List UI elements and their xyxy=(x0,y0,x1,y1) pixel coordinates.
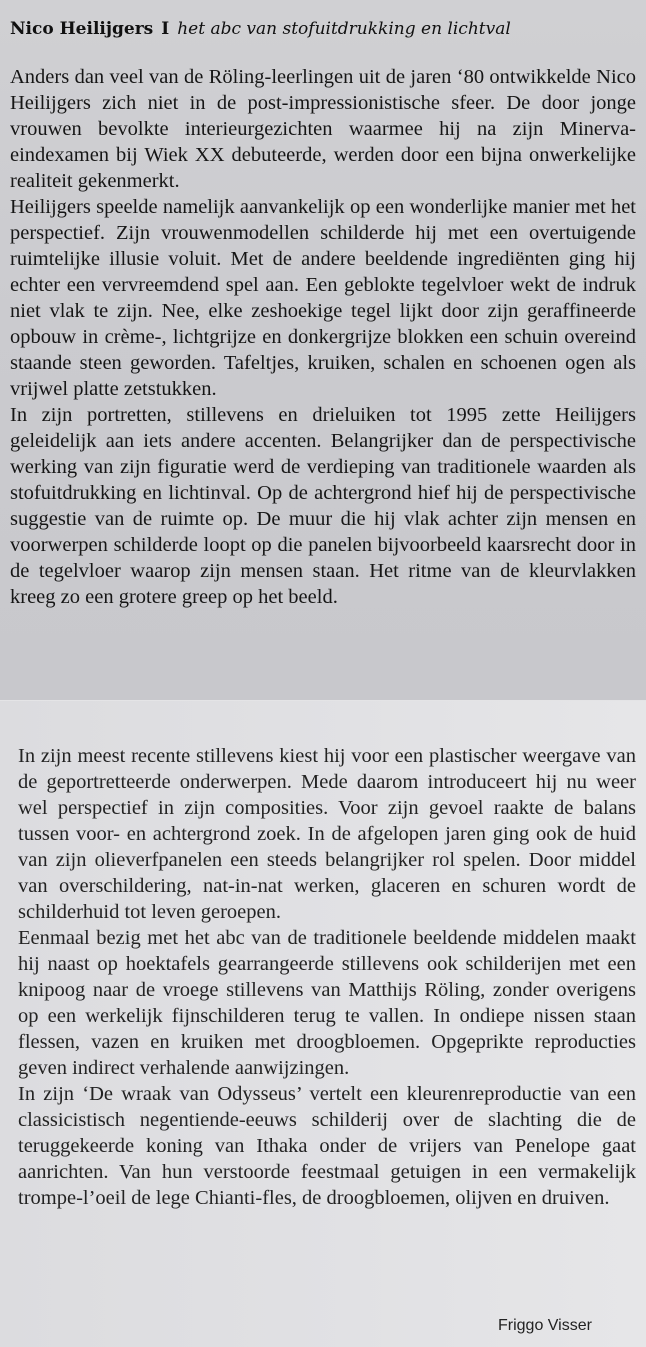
author-signature: Friggo Visser xyxy=(498,1317,592,1334)
paragraph-1: Anders dan veel van de Röling-leerlingen uit de jaren ‘80 ontwikkelde Nico Heilijgers zich niet in de post-impressionistische sfeer. De door jonge vrouwen bevolkte interieurgezichten waarmee hij na zijn Minerva-eindexamen bij Wiek XX debuteerde, werden door een bijna onwerkelijke realiteit gekenmerkt. xyxy=(10,66,636,192)
header-separator: I xyxy=(161,19,170,39)
paragraph-4: In zijn meest recente stillevens kiest hij voor een plastischer weergave van de geportretteerde onderwerpen. Mede daarom introduceert hij nu weer wel perspectief in zijn composities. Voor zijn gevoel raakte de balans tussen voor- en achtergrond zoek. In de afgelopen jaren ging ook de huid van zijn olieverfpanelen een steeds belangrijker rol spelen. Door middel van overschildering, nat-in-nat werken, glaceren en schuren wordt de schilderhuid tot leven geroepen. xyxy=(18,745,636,923)
paragraph-6: In zijn ‘De wraak van Odysseus’ vertelt een kleurenreproductie van een classicistisch negentiende-eeuws schilderij over de slachting die de teruggekeerde koning van Ithaka onder de vrijers van Penelope gaat aanrichten. Van hun verstoorde feestmaal getuigen in een vermakelijk trompe-l’oeil de lege Chianti-fles, de droogbloemen, olijven en druiven. xyxy=(18,1083,636,1209)
paragraph-2: Heilijgers speelde namelijk aanvankelijk op een wonderlijke manier met het perspectief. Zijn vrouwenmodellen schilderde hij met een overtuigende ruimtelijke illusie voluit. Met de andere beeldende ingrediënten ging hij echter een vervreemdend spel aan. Een geblokte tegelvloer wekt de indruk niet vlak te zijn. Nee, elke zeshoekige tegel lijkt door zijn geraffineerde opbouw in crème-, lichtgrijze en donkergrijze blokken een schuin overeind staande steen geworden. Tafeltjes, kruiken, schalen en schoenen ogen als vrijwel platte zetstukken. xyxy=(10,196,636,400)
article-header xyxy=(10,16,636,42)
author-name: Nico Heilijgers xyxy=(10,19,154,39)
article-title: het abc van stofuitdrukking en lichtval xyxy=(177,19,511,39)
paragraph-3: In zijn portretten, stillevens en drieluiken tot 1995 zette Heilijgers geleidelijk aan iets andere accenten. Belangrijker dan de perspectivische werking van zijn figuratie werd de verdieping van traditionele waarden als stofuitdrukking en lichtinval. Op de achtergrond hief hij de perspectivische suggestie van de ruimte op. De muur die hij vlak achter zijn mensen en voorwerpen schilderde loopt op die panelen bijvoorbeeld kaarsrecht door in de tegelvloer waarop zijn mensen staan. Het ritme van de kleurvlakken kreeg zo een grotere greep op het beeld. xyxy=(10,404,636,608)
paragraph-5: Eenmaal bezig met het abc van de traditionele beeldende middelen maakt hij naast op hoektafels gearrangeerde stillevens ook schilderijen met een knipoog naar de vroege stillevens van Matthijs Röling, zonder overigens op een werkelijk fijnschilderen terug te vallen. In ondiepe nissen staan flessen, vazen en kruiken met droogbloemen. Opgeprikte reproducties geven indirect verhalende aanwijzingen. xyxy=(18,927,636,1079)
lower-text-panel xyxy=(0,700,646,1347)
